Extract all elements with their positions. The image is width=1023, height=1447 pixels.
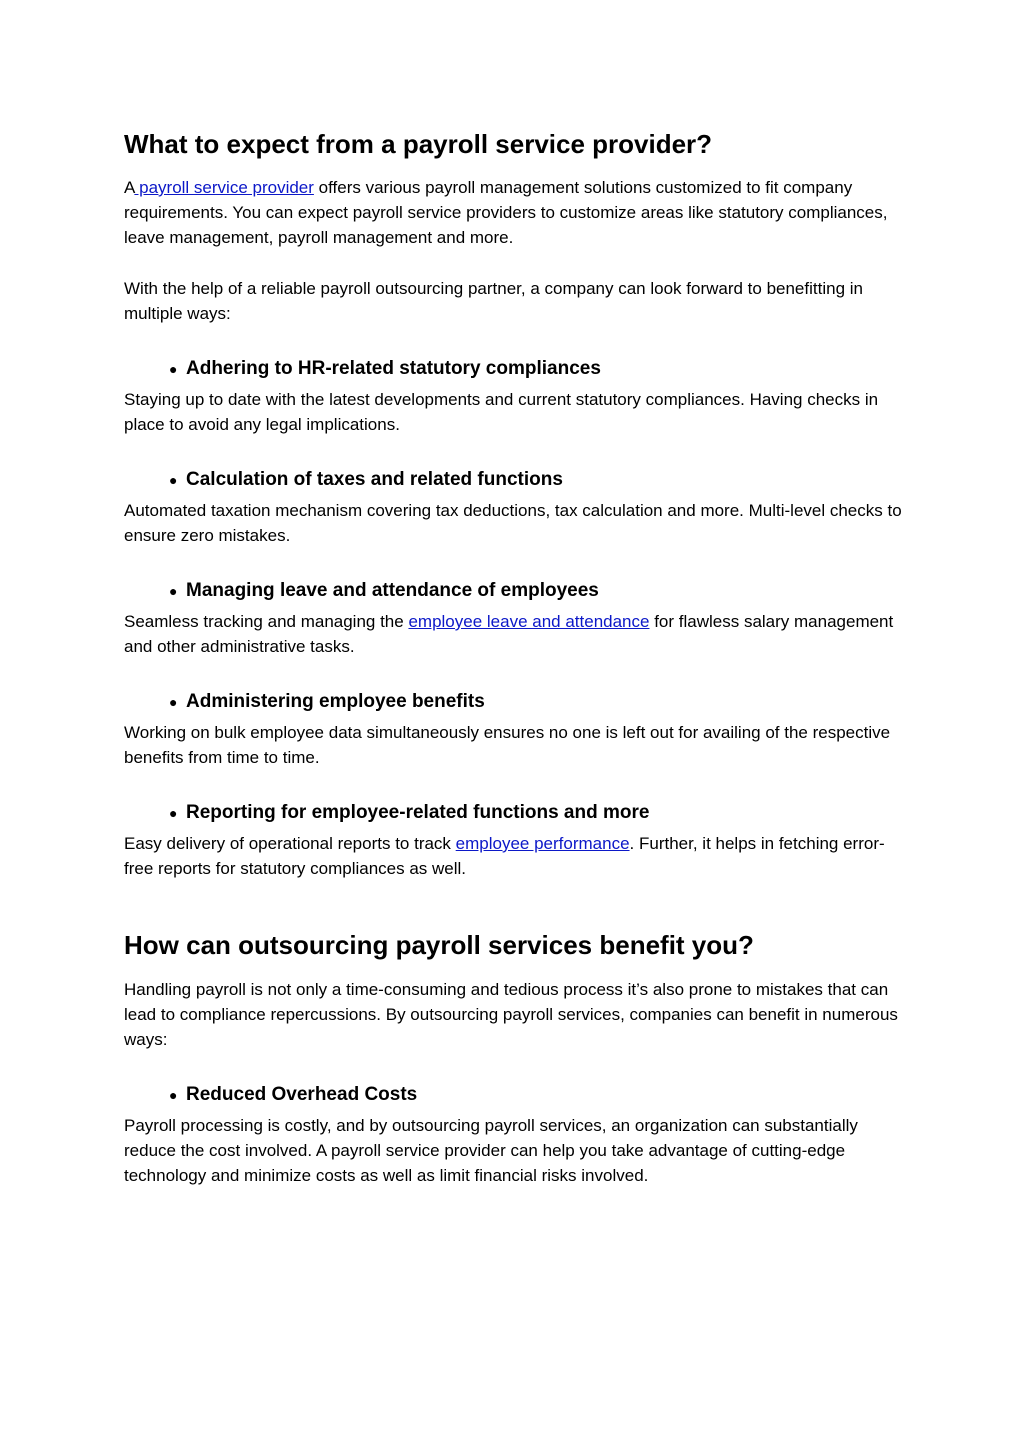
intro-suffix: offers various payroll management solutions customized to fit company requirements. You can expect payroll service providers to customize areas like statutory compliances, leave management, payroll management and more. — [124, 178, 888, 247]
list-item-body: Payroll processing is costly, and by outsourcing payroll services, an organization can substantially reduce the cost involved. A payroll service provider can help you take advantage of cutting-edge technology and minimize costs as well as limit financial risks involved. — [124, 1116, 858, 1185]
body-prefix: Seamless tracking and managing the — [124, 612, 409, 631]
body-prefix: Easy delivery of operational reports to track — [124, 834, 456, 853]
bullet-icon: ● — [169, 1087, 178, 1103]
list-item-body — [124, 609, 904, 659]
section-heading: What to expect from a payroll service provider? — [124, 129, 713, 159]
list-item-body: Automated taxation mechanism covering tax deductions, tax calculation and more. Multi-level checks to ensure zero mistakes. — [124, 501, 902, 545]
payroll-service-provider-link[interactable]: payroll service provider — [134, 178, 314, 197]
list-item-body: Working on bulk employee data simultaneously ensures no one is left out for availing of the respective benefits from time to time. — [124, 723, 891, 767]
bullet-icon: ● — [169, 694, 178, 710]
list-item-title: Calculation of taxes and related functions — [186, 469, 563, 490]
body-suffix: for flawless salary management and other administrative tasks. — [124, 612, 894, 656]
list-item-body — [124, 831, 904, 881]
intro-paragraph: Handling payroll is not only a time-consuming and tedious process it’s also prone to mistakes that can lead to compliance repercussions. By outsourcing payroll services, companies can benefit in numerous ways: — [124, 980, 898, 1049]
bullet-icon: ● — [169, 361, 178, 377]
list-item-title: Reduced Overhead Costs — [186, 1084, 418, 1105]
bullet-icon: ● — [169, 583, 178, 599]
intro-prefix: A — [124, 178, 135, 197]
list-item-title: Managing leave and attendance of employees — [186, 580, 599, 601]
employee-leave-attendance-link[interactable]: employee leave and attendance — [408, 612, 650, 631]
body-suffix: . Further, it helps in fetching error-free reports for statutory compliances as well. — [124, 834, 885, 878]
list-item-body: Staying up to date with the latest developments and current statutory compliances. Having checks in place to avoid any legal implications. — [124, 390, 879, 434]
list-item-title: Administering employee benefits — [186, 691, 485, 712]
section-heading: How can outsourcing payroll services benefit you? — [124, 930, 754, 960]
bullet-icon: ● — [169, 472, 178, 488]
employee-performance-link[interactable]: employee performance — [455, 834, 630, 853]
bullet-icon: ● — [169, 805, 178, 821]
list-item-title: Reporting for employee-related functions and more — [186, 802, 650, 823]
lead-paragraph: With the help of a reliable payroll outsourcing partner, a company can look forward to benefitting in multiple ways: — [124, 279, 863, 323]
list-item-title: Adhering to HR-related statutory compliances — [186, 358, 601, 379]
intro-paragraph — [124, 175, 904, 250]
